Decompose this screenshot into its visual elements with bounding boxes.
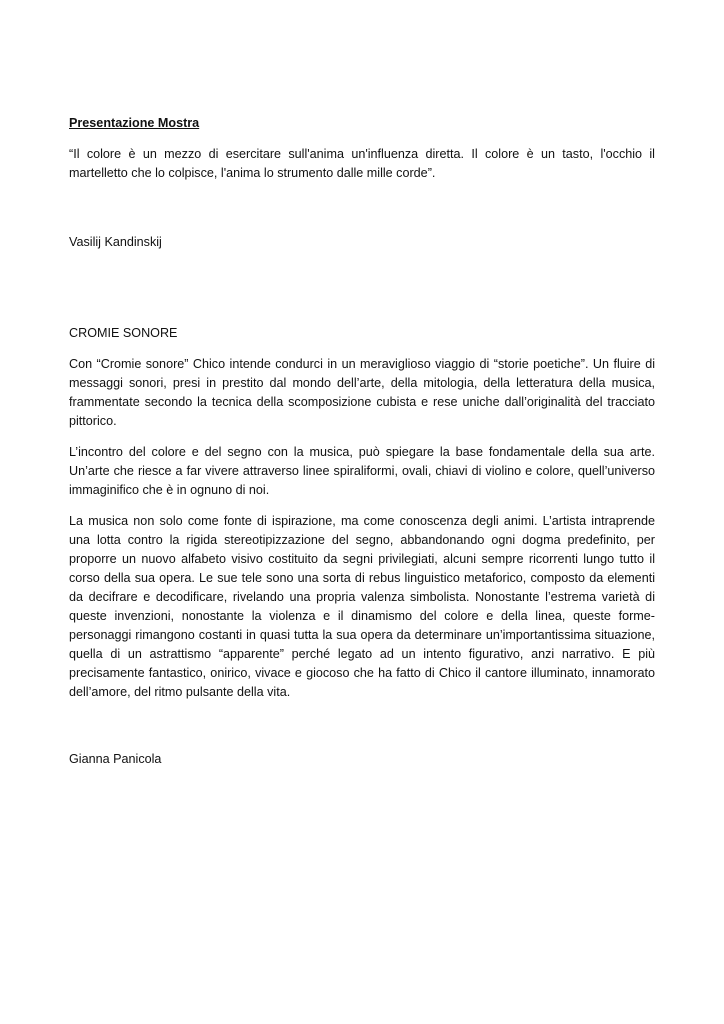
body-paragraph: Con “Cromie sonore” Chico intende condurci in un meraviglioso viaggio di “storie poetiche”. Un fluire di messaggi sonori, presi in prestito dal mondo dell’arte, della mitologia, della letteratura della musica, frammentate secondo la tecnica della scomposizione cubista e rese uniche dall’originalità del tracciato pittorico. [69,357,655,428]
document-title: Presentazione Mostra [69,116,200,130]
quote-author: Vasilij Kandinskij [69,235,162,249]
body-paragraph: La musica non solo come fonte di ispirazione, ma come conoscenza degli animi. L’artista intraprende una lotta contro la rigida stereotipizzazione del segno, abbandonando ogni dogma predefinito, per proporre un nuovo alfabeto visivo costituito da segni privilegiati, alcuni sempre ricorrenti lungo tutto il corso della sua opera. Le sue tele sono una sorta di rebus linguistico metaforico, composto da elementi da decifrare e decodificare, rivelando una propria valenza simbolista. Nonostante l’estrema varietà di queste invenzioni, nonostante la violenza e il dinamismo del colore e della linea, queste forme-personaggi rimangono costanti in quasi tutta la sua opera da determinare un’importantissima situazione, quella di un astrattismo “apparente” perché legato ad un intento figurativo, anzi narrativo. E più precisamente fantastico, onirico, vivace e giocoso che ha fatto di Chico il cantore illuminato, innamorato dell’amore, del ritmo pulsante della vita. [69,514,655,699]
kandinsky-quote: “Il colore è un mezzo di esercitare sull'anima un'influenza diretta. Il colore è un tasto, l'occhio il martelletto che lo colpisce, l'anima lo strumento dalle mille corde”. [69,147,655,180]
document-page [69,114,655,769]
body-paragraph: L’incontro del colore e del segno con la musica, può spiegare la base fondamentale della sua arte. Un’arte che riesce a far vivere attraverso linee spiraliformi, ovali, chiavi di violino e colore, quell’universo immaginifico che è in ognuno di noi. [69,445,655,497]
section-title: CROMIE SONORE [69,326,178,340]
signature: Gianna Panicola [69,752,162,766]
